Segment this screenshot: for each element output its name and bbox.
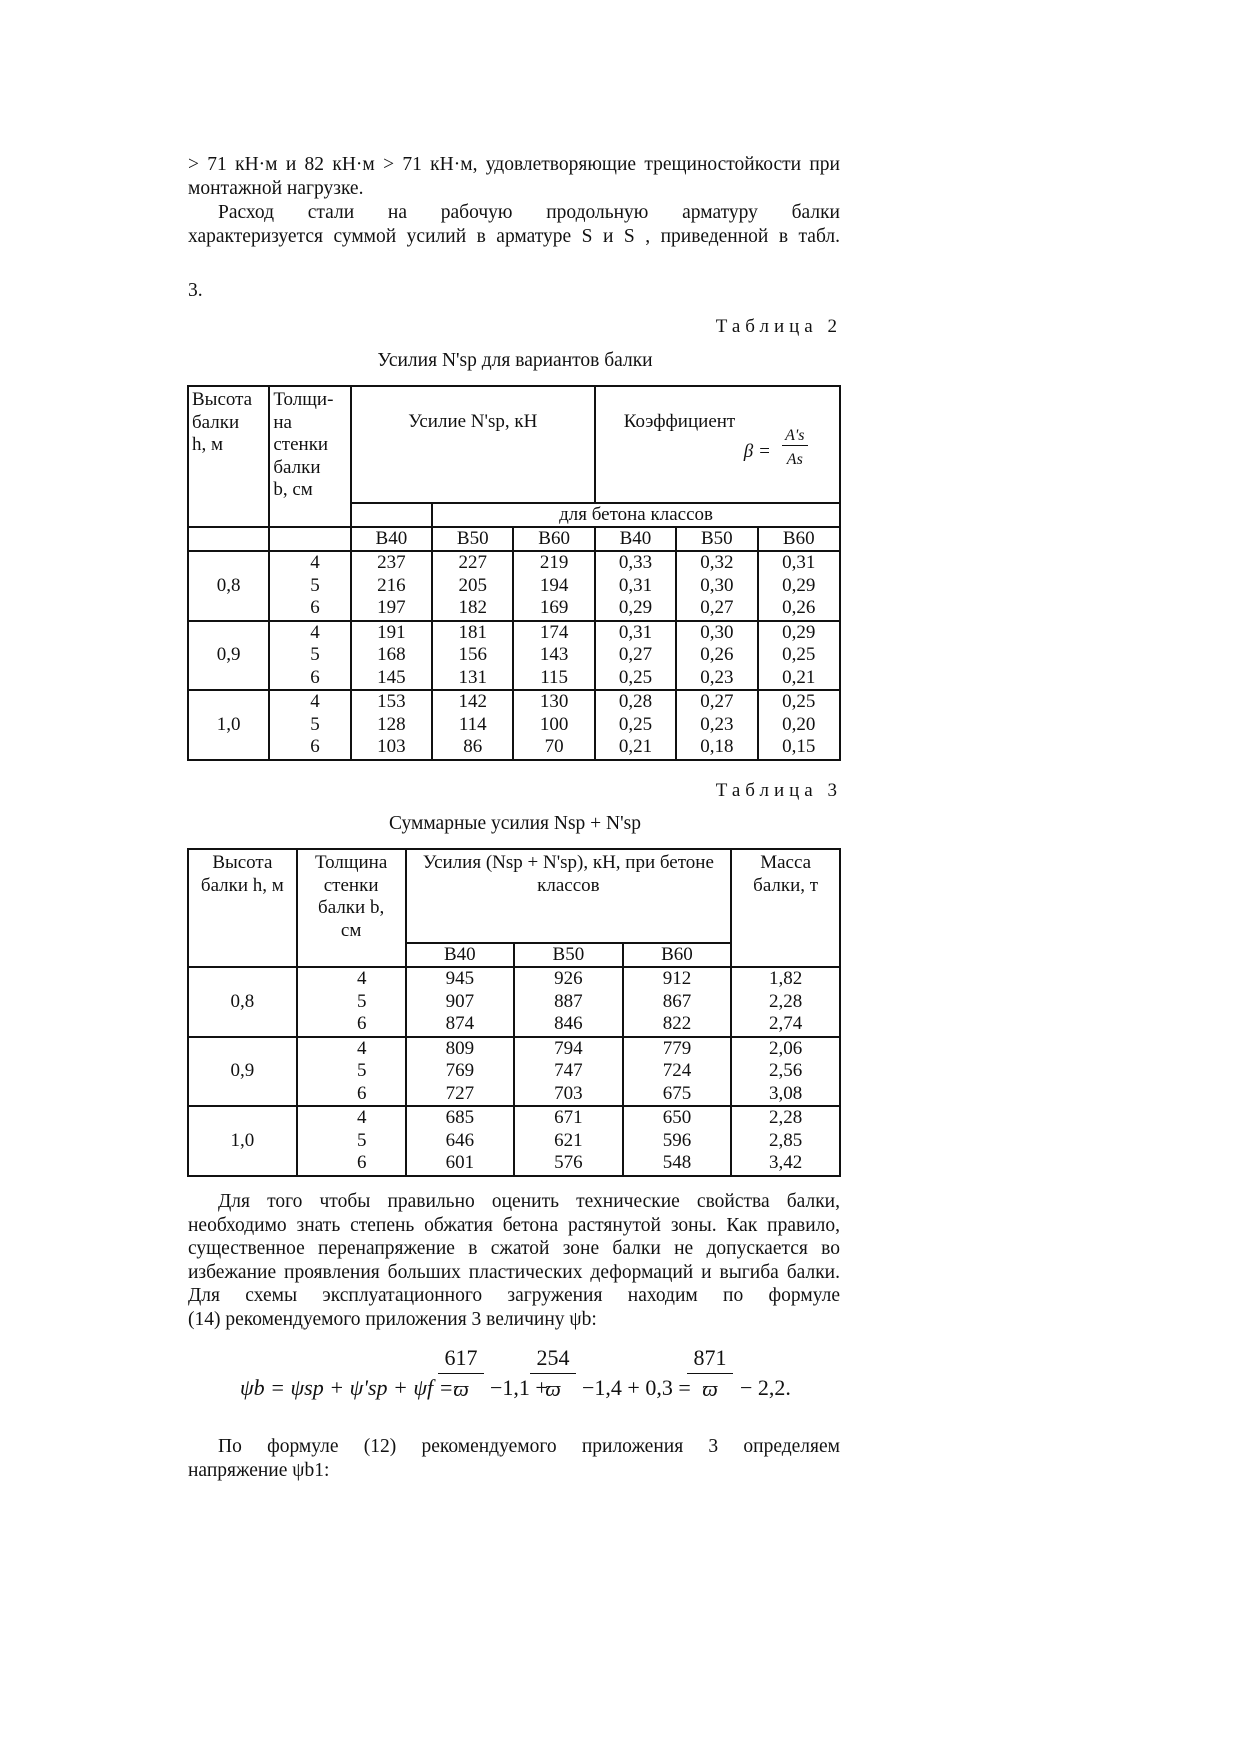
- table-cell: [623, 967, 732, 1037]
- table-cell: [406, 967, 515, 1037]
- table-row: [188, 621, 840, 691]
- cell-value: 6: [357, 1013, 367, 1034]
- paragraph-line: монтажной нагрузке.: [188, 178, 364, 199]
- cell-value: 601: [445, 1152, 475, 1173]
- table-cell: [351, 621, 432, 691]
- cell-value: 650: [662, 1107, 692, 1128]
- t2-blank: [269, 527, 350, 551]
- cell-value: 0,31: [782, 552, 816, 573]
- cell-value: 0,31: [618, 621, 653, 643]
- cell-value: 0,31: [618, 574, 653, 596]
- table2-caption: Усилия N'sp для вариантов балки: [377, 350, 653, 371]
- t3-class: В60: [623, 943, 732, 967]
- cell-value: 5: [357, 1060, 367, 1081]
- cell-value: 114: [458, 713, 487, 735]
- cell-value: 0,23: [700, 713, 734, 735]
- cell-value: 219: [539, 552, 569, 573]
- table-row: [188, 967, 840, 1037]
- cell-value: 70: [544, 736, 564, 757]
- cell-value: 5: [310, 713, 320, 735]
- cell-value: 867: [662, 990, 692, 1012]
- cell-value: 5: [357, 1129, 367, 1151]
- cell-value: 4: [310, 621, 320, 643]
- table-cell: [758, 551, 840, 621]
- t2-header-force: Усилие N'sp, кН: [351, 386, 595, 503]
- cell-value: 0,25: [618, 713, 653, 735]
- cell-value: 1,82: [769, 968, 803, 989]
- t2-blank: [188, 527, 269, 551]
- cell-value: 6: [357, 1082, 367, 1104]
- cell-value: 182: [458, 597, 487, 618]
- cell-value: 86: [463, 736, 483, 757]
- cell-value: 130: [539, 691, 569, 712]
- table-cell: [514, 967, 623, 1037]
- table-cell: [514, 1037, 623, 1107]
- cell-value: 887: [554, 990, 583, 1012]
- group-height-cell: 1,0: [188, 690, 269, 760]
- cell-value: 0,30: [700, 621, 734, 643]
- cell-value: 671: [554, 1107, 583, 1128]
- cell-value: 0,20: [782, 713, 816, 735]
- table-cell: [595, 690, 676, 760]
- t2-class: В50: [432, 527, 513, 551]
- t3-class: В40: [406, 943, 515, 967]
- table3-caption: Суммарные усилия Nsp + N'sp: [389, 813, 641, 834]
- cell-value: 100: [539, 713, 569, 735]
- formula: [240, 1345, 860, 1435]
- table2-label: Таблица 2: [715, 316, 842, 337]
- cell-value: 2,06: [769, 1037, 803, 1059]
- cell-value: 174: [539, 621, 569, 643]
- t2-header-height: Высота балки h, м: [188, 386, 269, 527]
- table-cell: [623, 1106, 732, 1176]
- cell-value: 115: [540, 666, 569, 688]
- cell-value: 0,29: [782, 621, 816, 643]
- cell-value: 0,26: [782, 597, 816, 618]
- cell-value: 2,74: [769, 1013, 803, 1034]
- cell-value: 846: [554, 1013, 583, 1034]
- table-cell: [269, 551, 350, 621]
- cell-value: 646: [445, 1129, 475, 1151]
- group-height-cell: 0,9: [188, 621, 269, 691]
- cell-value: 131: [458, 666, 487, 688]
- t3-class: В50: [514, 943, 623, 967]
- cell-value: 621: [554, 1129, 583, 1151]
- table-cell: [297, 1037, 406, 1107]
- cell-value: 0,15: [782, 736, 816, 757]
- cell-value: 156: [458, 644, 487, 665]
- cell-value: 227: [458, 552, 487, 573]
- group-height-cell: 0,8: [188, 967, 297, 1037]
- cell-value: 822: [662, 1013, 692, 1034]
- cell-value: 596: [662, 1129, 692, 1151]
- cell-value: 6: [357, 1152, 367, 1173]
- table-cell: [676, 551, 757, 621]
- cell-value: 6: [310, 666, 320, 688]
- table-cell: [731, 967, 840, 1037]
- t3-header-force: Усилия (Nsp + N'sp), кН, при бетоне классов: [406, 849, 732, 943]
- table-cell: [676, 621, 757, 691]
- t3-header-mass: Масса балки, т: [731, 849, 840, 967]
- formula-fraction: $\frac{617}{ϖ}$: [438, 1345, 484, 1402]
- cell-value: 6: [310, 597, 320, 618]
- paragraph-line: 3.: [188, 280, 203, 301]
- cell-value: 5: [310, 574, 320, 596]
- cell-value: 237: [377, 552, 406, 573]
- cell-value: 4: [357, 968, 367, 989]
- table-cell: [432, 690, 513, 760]
- t2-header-thickness: Толщи- на стенки балки b, см: [269, 386, 350, 527]
- cell-value: 4: [310, 691, 320, 712]
- table-cell: [297, 967, 406, 1037]
- cell-value: 153: [377, 691, 406, 712]
- table-cell: [513, 551, 594, 621]
- table-cell: [758, 690, 840, 760]
- cell-value: 142: [458, 691, 487, 712]
- cell-value: 216: [377, 574, 406, 596]
- paragraph-line: По формуле (12) рекомендуемого приложения 3 определяем: [218, 1436, 840, 1457]
- table-cell: [623, 1037, 732, 1107]
- paragraph-line: Расход стали на рабочую продольную арматуру балки: [218, 202, 840, 223]
- table-cell: [406, 1037, 515, 1107]
- cell-value: 945: [445, 968, 475, 989]
- cell-value: 724: [662, 1060, 692, 1081]
- group-height-cell: 0,9: [188, 1037, 297, 1107]
- table-cell: [514, 1106, 623, 1176]
- formula-lhs: ψb = ψsp + ψ'sp + ψf =: [240, 1375, 454, 1400]
- cell-value: 0,27: [618, 644, 653, 665]
- cell-value: 0,21: [618, 736, 653, 757]
- cell-value: 926: [554, 968, 583, 989]
- table-cell: [351, 551, 432, 621]
- paragraph-line: (14) рекомендуемого приложения 3 величину ψb:: [188, 1309, 597, 1330]
- cell-value: 0,29: [618, 597, 653, 618]
- cell-value: 0,29: [782, 574, 816, 596]
- cell-value: 181: [458, 621, 487, 643]
- table-cell: [513, 690, 594, 760]
- cell-value: 685: [445, 1107, 475, 1128]
- formula-term: − 2,2.: [740, 1375, 791, 1400]
- paragraph-line: характеризуется суммой усилий в арматуре S и S , приведенной в табл.: [188, 226, 840, 247]
- cell-value: 703: [554, 1082, 583, 1104]
- cell-value: 128: [377, 713, 406, 735]
- t2-class: В60: [513, 527, 594, 551]
- table-cell: [269, 621, 350, 691]
- cell-value: 145: [377, 666, 406, 688]
- formula-fraction: $\frac{254}{ϖ}$: [530, 1345, 576, 1402]
- cell-value: 4: [310, 552, 320, 573]
- table-cell: [676, 690, 757, 760]
- group-height-cell: 0,8: [188, 551, 269, 621]
- table-row: [188, 551, 840, 621]
- cell-value: 907: [445, 990, 475, 1012]
- table-cell: [513, 621, 594, 691]
- cell-value: 576: [554, 1152, 583, 1173]
- table-cell: [269, 690, 350, 760]
- cell-value: 194: [539, 574, 569, 596]
- table-cell: [731, 1106, 840, 1176]
- formula-term: −1,4 + 0,3 =: [582, 1375, 691, 1400]
- cell-value: 0,25: [782, 691, 816, 712]
- cell-value: 912: [662, 968, 692, 989]
- t3-header-thickness: Толщина стенки балки b, см: [297, 849, 406, 967]
- cell-value: 2,28: [769, 1107, 803, 1128]
- table-cell: [731, 1037, 840, 1107]
- cell-value: 143: [539, 644, 569, 665]
- cell-value: 3,42: [769, 1152, 803, 1173]
- table3-label: Таблица 3: [715, 780, 842, 801]
- cell-value: 169: [539, 597, 569, 618]
- cell-value: 0,32: [700, 552, 734, 573]
- t2-class: В60: [758, 527, 840, 551]
- cell-value: 3,08: [769, 1082, 803, 1104]
- table-row: [188, 1037, 840, 1107]
- cell-value: 2,28: [769, 990, 803, 1012]
- formula-term: −1,1 +: [490, 1375, 548, 1400]
- cell-value: 0,27: [700, 597, 734, 618]
- cell-value: 168: [377, 644, 406, 665]
- cell-value: 794: [554, 1037, 583, 1059]
- table-cell: [595, 621, 676, 691]
- table-row: [188, 1106, 840, 1176]
- cell-value: 197: [377, 597, 406, 618]
- table-cell: [432, 551, 513, 621]
- cell-value: 675: [662, 1082, 692, 1104]
- t2-header-coef: Коэффициент β = A's As: [595, 386, 840, 503]
- table-cell: [297, 1106, 406, 1176]
- cell-value: 0,23: [700, 666, 734, 688]
- cell-value: 874: [445, 1013, 475, 1034]
- t2-class: В40: [595, 527, 676, 551]
- cell-value: 727: [445, 1082, 475, 1104]
- t2-header-classes: для бетона классов: [432, 503, 840, 527]
- paragraph-line: напряжение ψb1:: [188, 1460, 330, 1481]
- cell-value: 769: [445, 1060, 475, 1081]
- cell-value: 0,25: [782, 644, 816, 665]
- cell-value: 191: [377, 621, 406, 643]
- cell-value: 6: [310, 736, 320, 757]
- formula-fraction: $\frac{871}{ϖ}$: [687, 1345, 733, 1402]
- t2-class: В40: [351, 527, 432, 551]
- t2-class: В50: [676, 527, 757, 551]
- cell-value: 2,85: [769, 1129, 803, 1151]
- cell-value: 5: [357, 990, 367, 1012]
- table-cell: [595, 551, 676, 621]
- table2: [187, 385, 841, 761]
- cell-value: 4: [357, 1037, 367, 1059]
- t2-blank: [351, 503, 432, 527]
- table-cell: [758, 621, 840, 691]
- cell-value: 0,21: [782, 666, 816, 688]
- cell-value: 2,56: [769, 1060, 803, 1081]
- cell-value: 809: [445, 1037, 475, 1059]
- cell-value: 0,18: [700, 736, 734, 757]
- table-cell: [351, 690, 432, 760]
- table-cell: [406, 1106, 515, 1176]
- table3: [187, 848, 841, 1177]
- cell-value: 0,33: [618, 552, 653, 573]
- paragraph-line: > 71 кН·м и 82 кН·м > 71 кН·м, удовлетворяющие трещиностойкости при: [188, 154, 840, 175]
- paragraph: Для того чтобы правильно оценить технические свойства балки, необходимо знать степень обжатия бетона растянутой зоны. Как правило, существенное перенапряжение в сжатой зоне балки не допускается во избежание проявления больших пластических деформаций и выгиба балки. Для схемы эксплуатационного загружения находим по формуле: [188, 1191, 840, 1306]
- cell-value: 747: [554, 1060, 583, 1081]
- table-row: [188, 690, 840, 760]
- cell-value: 548: [662, 1152, 692, 1173]
- t3-header-height: Высота балки h, м: [188, 849, 297, 967]
- cell-value: 103: [377, 736, 406, 757]
- cell-value: 0,26: [700, 644, 734, 665]
- cell-value: 4: [357, 1107, 367, 1128]
- cell-value: 0,25: [618, 666, 653, 688]
- group-height-cell: 1,0: [188, 1106, 297, 1176]
- cell-value: 0,28: [618, 691, 653, 712]
- table-cell: [432, 621, 513, 691]
- cell-value: 205: [458, 574, 487, 596]
- cell-value: 779: [662, 1037, 692, 1059]
- cell-value: 5: [310, 644, 320, 665]
- cell-value: 0,30: [700, 574, 734, 596]
- cell-value: 0,27: [700, 691, 734, 712]
